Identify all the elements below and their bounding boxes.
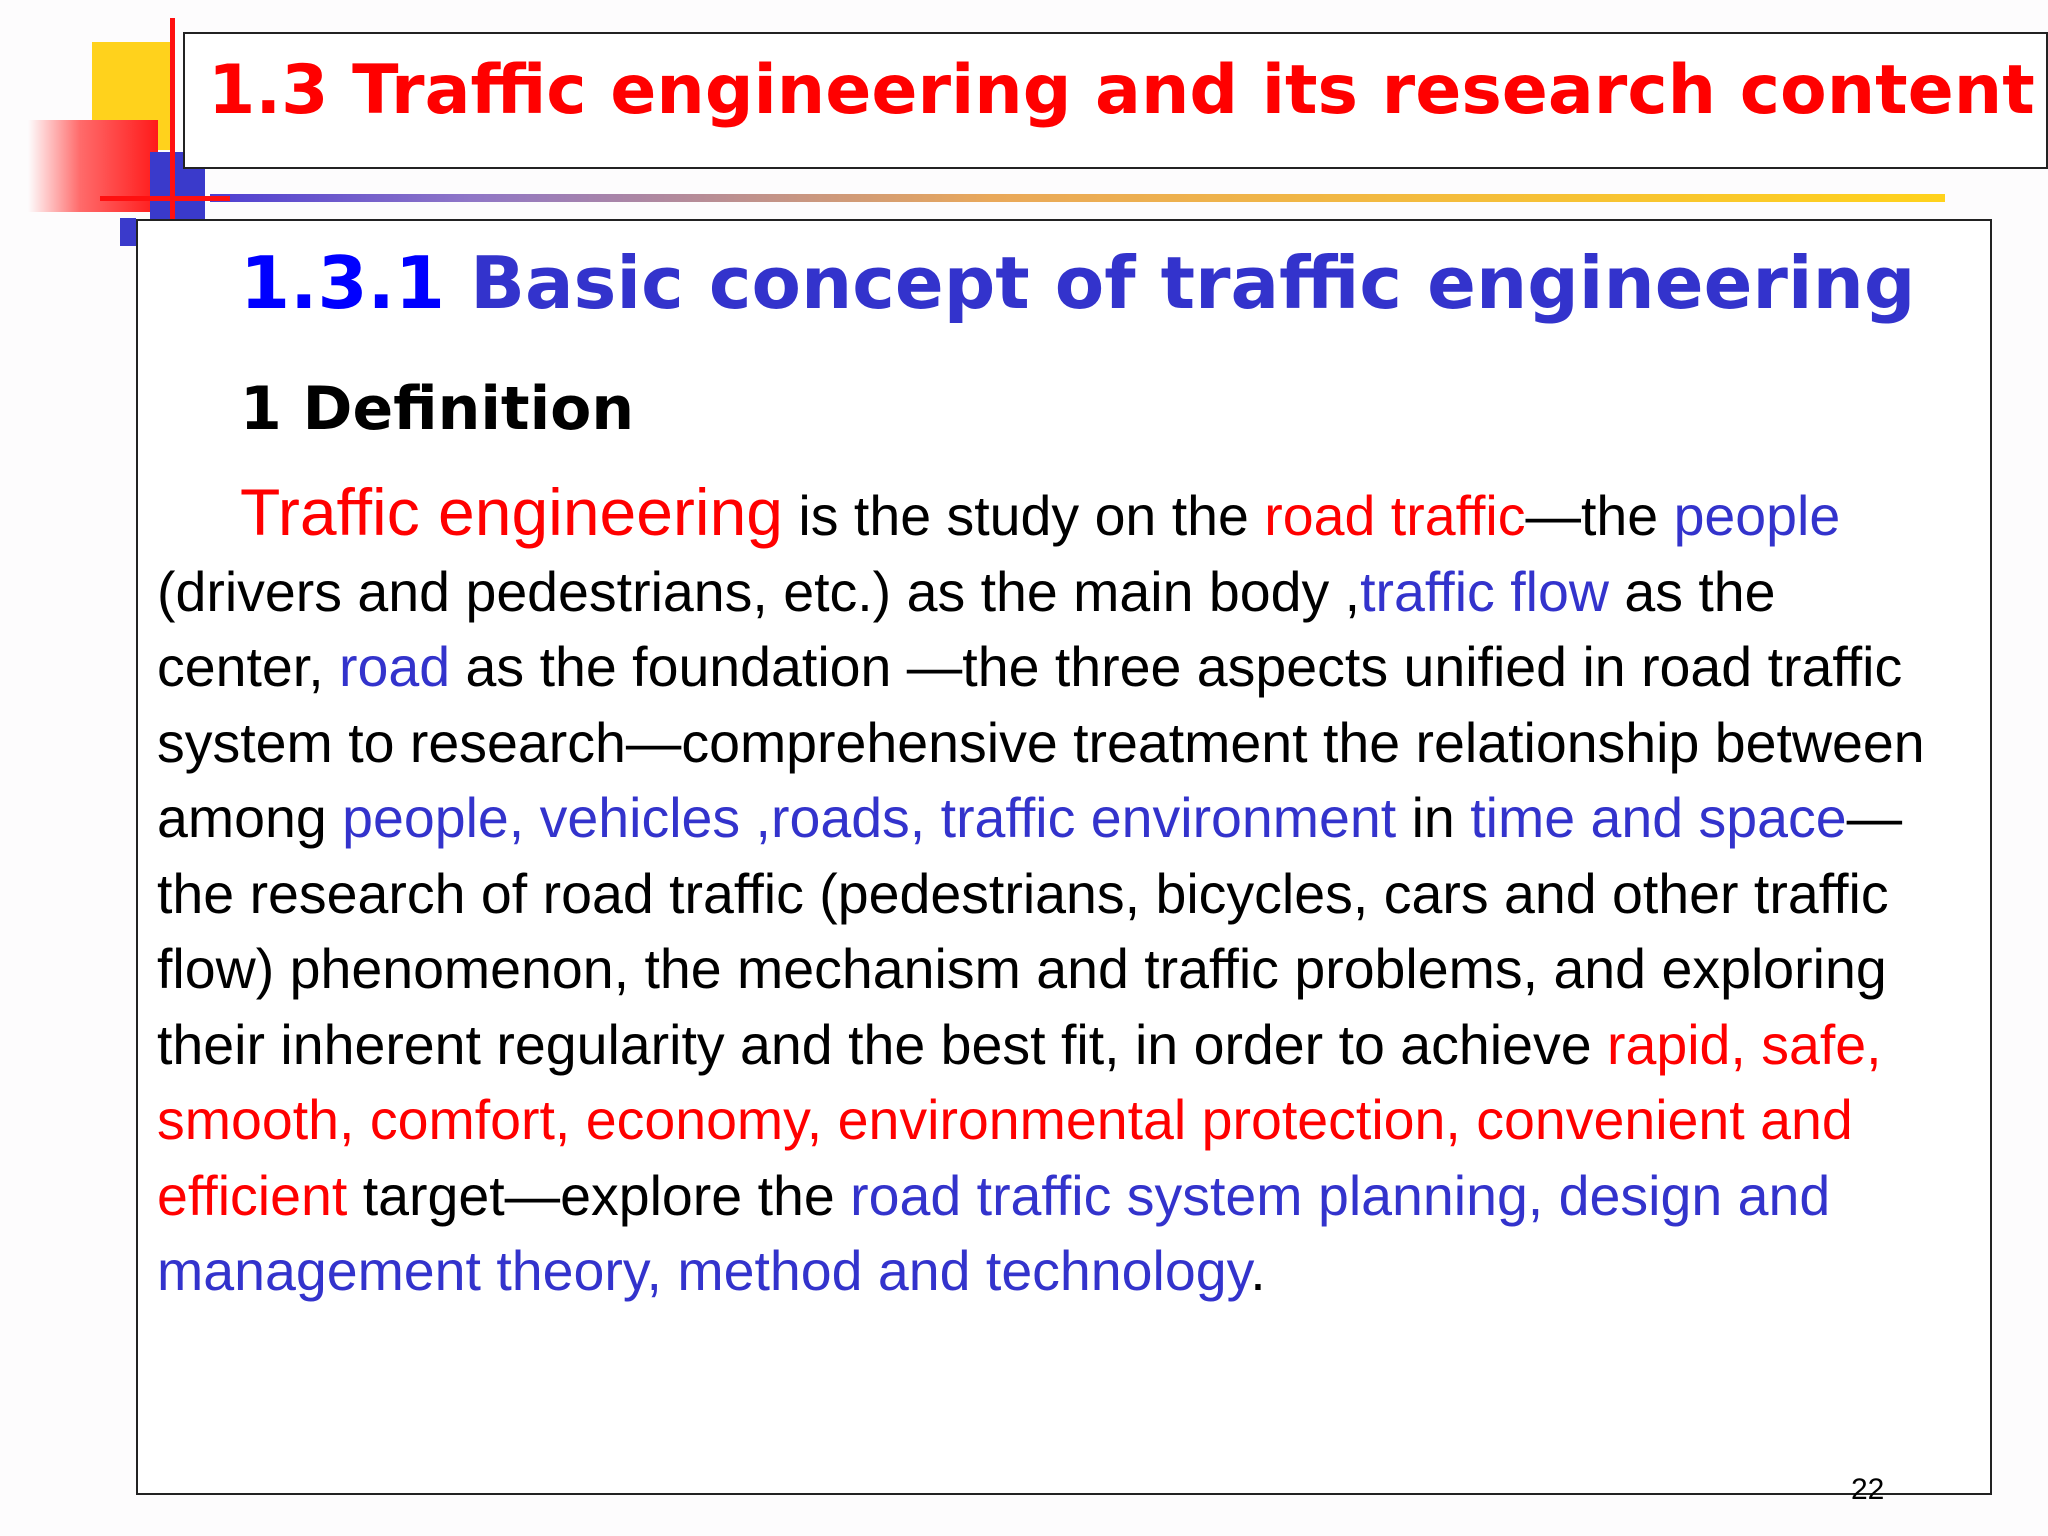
text-segment: among [157,787,343,849]
subtitle-text: Basic concept of traffic engineering [470,241,1916,325]
text-segment: traffic flow [1360,560,1609,623]
page-number: 22 [1851,1473,1885,1506]
decorative-blue-edge [120,218,136,246]
text-segment: road traffic system planning, design and [850,1164,1831,1227]
text-segment: —the [1525,485,1674,547]
text-segment: system to research—comprehensive treatment the relationship between [157,711,1925,774]
text-segment: — [1846,787,1903,849]
text-segment: their inherent regularity and the best fit, in order to achieve [157,1013,1607,1076]
decorative-gradient-line [210,194,1945,202]
text-segment: center, [157,636,340,698]
section-subtitle [240,240,1915,326]
text-segment: as the foundation —the three aspects unified in road traffic [450,636,1903,698]
text-segment: management theory, method and technology [157,1240,1251,1302]
slide-title: 1.3 Traffic engineering and its research content [208,51,2035,130]
text-segment: the research of road traffic (pedestrians, bicycles, cars and other traffic [157,862,1889,925]
text-segment: rapid, safe, [1607,1013,1882,1076]
text-segment: flow) phenomenon, the mechanism and traffic problems, and exploring [157,938,1887,1000]
paragraph-line [157,475,1987,555]
paragraph-line [157,706,1987,782]
definition-paragraph [157,475,1987,1310]
paragraph-line [157,1234,1987,1310]
subtitle-number: 1.3.1 [240,241,445,325]
text-segment: road [339,636,451,698]
decorative-red-vertical-line [170,18,175,220]
definition-heading: 1 Definition [240,374,635,444]
text-segment: efficient [157,1164,348,1227]
text-segment: smooth, comfort, economy, environmental protection, convenient and [157,1089,1853,1151]
text-segment: . [1250,1240,1266,1302]
text-segment: target—explore the [347,1164,851,1227]
text-segment: in [1396,787,1471,849]
paragraph-line [157,555,1987,631]
decorative-red-horizontal-line [100,196,230,201]
paragraph-line [157,1008,1987,1084]
paragraph-line [157,1083,1987,1159]
text-segment: is the study on the [783,485,1265,547]
text-segment: Traffic engineering [240,475,783,549]
paragraph-line [157,857,1987,933]
text-segment: (drivers and pedestrians, etc.) as the main body , [157,560,1361,623]
paragraph-line [157,1159,1987,1235]
text-segment: people [1673,485,1841,547]
text-segment: time and space [1470,787,1847,849]
paragraph-line [157,932,1987,1008]
paragraph-line [157,630,1987,706]
text-segment: as the [1608,560,1776,623]
text-segment: road traffic [1264,485,1526,547]
text-segment: people, vehicles ,roads, traffic environment [342,787,1397,849]
paragraph-line [157,781,1987,857]
